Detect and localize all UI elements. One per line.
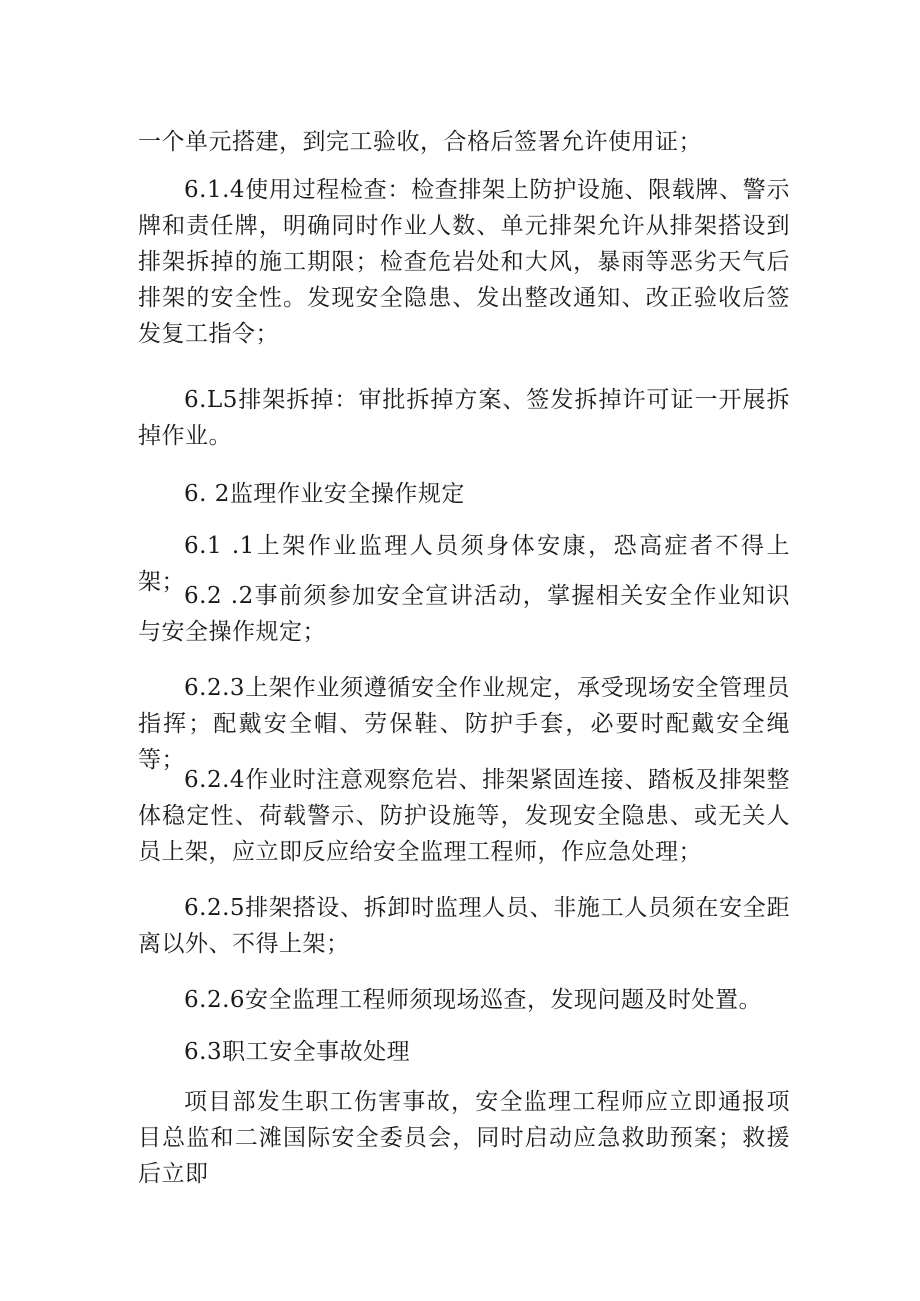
paragraph-6-1-5: 6.L5排架拆掉：审批拆掉方案、签发拆掉许可证一开展拆掉作业。 bbox=[138, 387, 790, 449]
section-heading-6-3: 6.3职工安全事故处理 bbox=[184, 1039, 411, 1065]
section-heading-6-2: 6. 2监理作业安全操作规定 bbox=[184, 481, 465, 507]
paragraph-6-2-2: 6.2 .2事前须参加安全宣讲活动，掌握相关安全作业知识与安全操作规定； bbox=[138, 583, 790, 645]
paragraph-6-3-body: 项目部发生职工伤害事故，安全监理工程师应立即通报项目总监和二滩国际安全委员会，同时启动应急救助预案；救援后立即 bbox=[138, 1089, 790, 1187]
paragraph-6-1-4: 6.1.4使用过程检查：检查排架上防护设施、限载牌、警示牌和责任牌，明确同时作业人数、单元排架允许从排架搭设到排架拆掉的施工期限；检查危岩处和大风，暴雨等恶劣天气后排架的安全性。发现安全隐患、发出整改通知、改正验收后签发复工指令； bbox=[138, 177, 790, 347]
paragraph-6-2-4: 6.2.4作业时注意观察危岩、排架紧固连接、踏板及排架整体稳定性、荷载警示、防护设施等，发现安全隐患、或无关人员上架，应立即反应给安全监理工程师，作应急处理； bbox=[138, 767, 790, 865]
paragraph-1: 一个单元搭建，到完工验收，合格后签署允许使用证； bbox=[138, 129, 702, 155]
paragraph-6-2-1: 6.1 .1上架作业监理人员须身体安康，恐高症者不得上架； bbox=[138, 533, 790, 595]
paragraph-6-2-3: 6.2.3上架作业须遵循安全作业规定，承受现场安全管理员指挥；配戴安全帽、劳保鞋、防护手套，必要时配戴安全绳等； bbox=[138, 675, 790, 773]
paragraph-6-2-6: 6.2.6安全监理工程师须现场巡查，发现问题及时处置。 bbox=[184, 987, 763, 1013]
paragraph-6-2-5: 6.2.5排架搭设、拆卸时监理人员、非施工人员须在安全距离以外、不得上架； bbox=[138, 895, 790, 957]
